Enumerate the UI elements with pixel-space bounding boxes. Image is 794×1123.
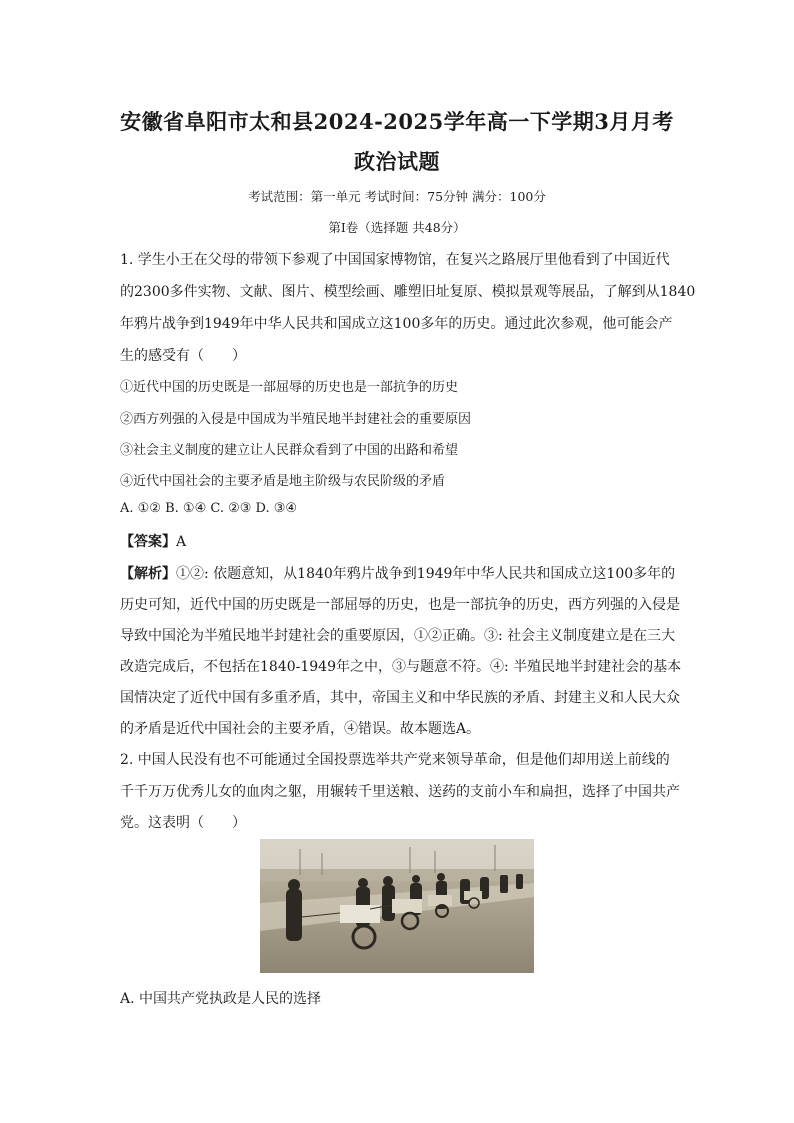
q2-option-a: A. 中国共产党执政是人民的选择	[120, 991, 322, 1007]
q2-stem-line: 千千万万优秀儿女的血肉之躯，用辗转千里送粮、送药的支前小车和扁担，选择了中国共产	[120, 784, 680, 800]
answer-value: A	[176, 534, 187, 550]
exam-title: 安徽省阜阳市太和县2024-2025学年高一下学期3月月考	[120, 109, 674, 134]
q1-analysis-line: 的矛盾是近代中国社会的主要矛盾，④错误。故本题选A。	[120, 721, 481, 737]
q1-answer	[120, 531, 186, 551]
q1-analysis-line: 导致中国沦为半殖民地半封建社会的重要原因，①②正确。③: 社会主义制度建立是在三大	[120, 628, 676, 644]
q1-option-4: ④近代中国社会的主要矛盾是地主阶级与农民阶级的矛盾	[120, 474, 446, 489]
q1-analysis-line	[120, 563, 675, 583]
analysis-label: 【解析】	[120, 566, 176, 582]
q1-stem-line: 的2300多件实物、文献、图片、模型绘画、雕塑旧址复原、模拟景观等展品，了解到从1840	[120, 284, 696, 300]
q1-choices: A. ①② B. ①④ C. ②③ D. ③④	[120, 501, 298, 516]
q1-analysis-line: 国情决定了近代中国有多重矛盾，其中，帝国主义和中华民族的矛盾、封建主义和人民大众	[120, 690, 680, 706]
q1-stem-line: 年鸦片战争到1949年中华人民共和国成立这100多年的历史。通过此次参观，他可能会产	[120, 316, 673, 332]
wheelbarrow-supply-photo	[260, 839, 534, 973]
analysis-text: ①②: 依题意知，从1840年鸦片战争到1949年中华人民共和国成立这100多年的	[176, 566, 676, 582]
q1-option-1: ①近代中国的历史既是一部屈辱的历史也是一部抗争的历史	[120, 380, 459, 395]
q1-analysis-line: 历史可知，近代中国的历史既是一部屈辱的历史，也是一部抗争的历史，西方列强的入侵是	[120, 597, 680, 613]
q1-analysis-line: 改造完成后，不包括在1840-1949年之中，③与题意不符。④: 半殖民地半封建社会的基本	[120, 659, 682, 675]
exam-info: 考试范围：第一单元 考试时间：75分钟 满分：100分	[248, 189, 546, 204]
q2-stem-line: 党。这表明（ ）	[120, 815, 246, 831]
answer-label: 【答案】	[120, 534, 176, 550]
q1-option-2: ②西方列强的入侵是中国成为半殖民地半封建社会的重要原因	[120, 412, 472, 427]
section-heading: 第I卷（选择题 共48分）	[328, 220, 466, 235]
exam-subject: 政治试题	[354, 149, 440, 174]
q1-stem-line: 生的感受有（ ）	[120, 348, 246, 364]
q1-stem-line: 1. 学生小王在父母的带领下参观了中国国家博物馆，在复兴之路展厅里他看到了中国近代	[120, 252, 670, 268]
q1-option-3: ③社会主义制度的建立让人民群众看到了中国的出路和希望	[120, 443, 459, 458]
q2-stem-line: 2. 中国人民没有也不可能通过全国投票选举共产党来领导革命，但是他们却用送上前线的	[120, 752, 670, 768]
